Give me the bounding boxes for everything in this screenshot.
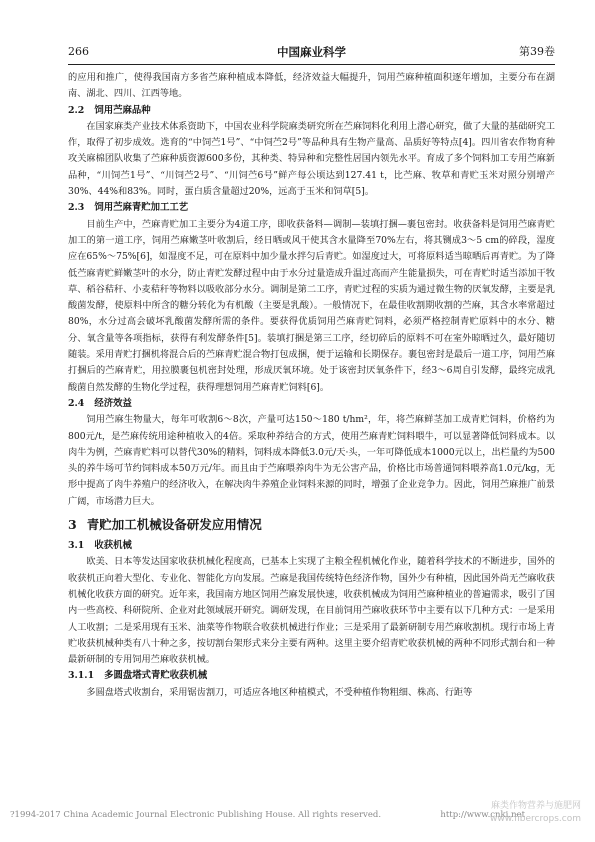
section-title: 饲用苎麻青贮加工工艺 bbox=[94, 202, 189, 214]
section-title: 多圆盘塔式青贮收获机械 bbox=[104, 670, 208, 682]
footer-url: http://www.cnki.net bbox=[440, 810, 525, 820]
section-number: 3.1.1 bbox=[68, 670, 95, 682]
section-title: 收获机械 bbox=[94, 540, 132, 552]
section-heading-3-1 bbox=[68, 538, 555, 554]
section-heading-3-1-1 bbox=[68, 668, 555, 684]
header-rule bbox=[68, 64, 555, 65]
journal-title: 中国麻业科学 bbox=[277, 45, 346, 59]
section-heading-2-2 bbox=[68, 103, 555, 119]
paragraph-intro: 的应用和推广，使得我国南方多省苎麻种植成本降低，经济效益大幅提升，饲用苎麻种植面积逐年增加，主要分布在湖南、湖北、四川、江西等地。 bbox=[68, 72, 555, 100]
section-number: 2.3 bbox=[68, 202, 85, 214]
article-body bbox=[68, 70, 555, 701]
section-title: 青贮加工机械设备研发应用情况 bbox=[86, 517, 262, 533]
volume-label: 第39卷 bbox=[519, 45, 555, 58]
paragraph-2-2: 在国家麻类产业技术体系资助下，中国农业科学院麻类研究所在苎麻饲料化利用上潜心研究，做了大量的基础研究工作，取得了初步成效。选育的“中饲苎1号”、“中饲苎2号”等品种具有生物产量高、品质好等特点[4]。四川省农作物育种攻关麻棉团队收集了苎麻种质资源600多份，其种类、特异种和完整性居国内领先水平。育成了多个饲料加工专用苎麻新品种，“川饲苎1号”、“川饲苎2号”、“川饲苎6号”鲜产每公顷达到127.41 t，比苎麻、牧草和青贮玉米对照分别增产30%、44%和83%。同时，蛋白质含量超过20%，远高于玉米和饲草[5]。 bbox=[68, 120, 555, 198]
section-number: 3 bbox=[68, 517, 77, 533]
page-number: 266 bbox=[68, 45, 89, 58]
watermark-url: www.fibercrops.com bbox=[490, 814, 581, 824]
site-watermark bbox=[431, 800, 581, 834]
copyright-notice: ?1994-2017 China Academic Journal Electronic Publishing House. All rights reserved. bbox=[10, 810, 382, 820]
section-heading-2-3 bbox=[68, 200, 555, 216]
paragraph-2-4: 饲用苎麻生物量大，每年可收割6～8次，产量可达150～180 t/hm²，年，将苎麻鲜茎加工成青贮饲料，价格约为800元/t，是苎麻传统用途种植收入的4倍。采取种养结合的方式，使用苎麻青贮饲料喂牛，可以显著降低饲料成本。以肉牛为例，苎麻青贮料可以替代30%的精料，饲料成本降低3.0元/天·头，一年可降低成本1000元以上，出栏量约为500头的养牛场可节约饲料成本50万元/年。而且由于苎麻喂养肉牛为无公害产品，价格比市场普通饲料喂养高1.0元/kg，无形中提高了肉牛养殖户的经济收入，在解决肉牛养殖企业饲料来源的同时，增强了企业竞争力。因此，饲用苎麻推广前景广阔，市场潜力巨大。 bbox=[68, 414, 555, 507]
section-number: 2.2 bbox=[68, 104, 85, 116]
section-heading-3 bbox=[68, 514, 555, 536]
running-head bbox=[68, 42, 555, 62]
section-title: 饲用苎麻品种 bbox=[94, 104, 151, 116]
watermark-title: 麻类作物营养与施肥网 bbox=[490, 801, 581, 811]
section-heading-2-4 bbox=[68, 396, 555, 412]
paragraph-2-3: 目前生产中，苎麻青贮加工主要分为4道工序，即收获备料—调制—装填打捆—裹包密封。收获备料是饲用苎麻青贮加工的第一道工序，饲用苎麻嫩茎叶收割后，经日晒或风干使其含水量降至70%左右，将其铡成3～5 cm的碎段，湿度应在65%～75%[6]，如湿度不足，可在原料中加少量水拌匀后青贮。如湿度过大，可将原料适当晾晒后再青贮。为了降低苎麻青贮鲜嫩茎叶的水分，防止青贮发酵过程中由于水分过量造成升温过高而产生能量损失，可在青贮时适当添加干牧草、稻谷秸秆、小麦秸秆等物料以吸收部分水分。调制是第二工序，青贮过程的实质为通过微生物的厌氧发酵，主要是乳酸菌发酵，使原料中所含的糖分转化为有机酸（主要是乳酸）。一般情况下，在最佳收割期收割的苎麻，其含水率常超过80%，水分过高会破坏乳酸菌发酵所需的条件。要获得优质饲用苎麻青贮饲料，必须严格控制青贮原料中的水分、糖分、氧含量等各项指标，获得有利发酵条件[5]。装填打捆是第三工序，经切碎后的原料不可在室外晾晒过久，最好随切随装。采用青贮打捆机将混合后的苎麻青贮混合物打包成捆，便于运输和长期保存。裹包密封是最后一道工序，饲用苎麻打捆后的苎麻青贮，用拉膜裹包机密封处理，形成厌氧环境。处于该密封厌氧条件下，经3～6周自引发酵，最终完成乳酸菌自然发酵的生物化学过程，获得理想饲用苎麻青贮饲料[6]。 bbox=[68, 218, 555, 393]
paragraph-3-1: 欧美、日本等发达国家收获机械化程度高，已基本上实现了主粮全程机械化作业，随着科学技术的不断进步，国外的收获机正向着大型化、专业化、智能化方向发展。苎麻是我国传统特色经济作物，国外少有种植，因此国外尚无苎麻收获机械化收获方面的研究。近年来，我国南方地区饲用苎麻发展快速，收获机械成为饲用苎麻种植业的普遍需求，吸引了国内一些高校、科研院所、企业对此领域展开研究。调研发现，在目前饲用苎麻收获环节中主要有以下几种方式：一是采用人工收割；二是采用现有玉米、油菜等作物联合收获机械进行作业；三是采用了最新研制专用苎麻收割机。现行市场上青贮收获机械种类有八十种之多，按切割台架形式来分主要有两种。这里主要介绍青贮收获机械的两种不同形式割台和一种最新研制的专用饲用苎麻收获机械。 bbox=[68, 556, 555, 666]
paragraph-3-1-1: 多圆盘塔式收割台，采用锯齿割刀，可适应各地区种植模式，不受种植作物粗细、株高、行距等 bbox=[86, 686, 473, 698]
section-title: 经济效益 bbox=[94, 397, 132, 409]
section-number: 2.4 bbox=[68, 397, 85, 409]
section-number: 3.1 bbox=[68, 540, 85, 552]
